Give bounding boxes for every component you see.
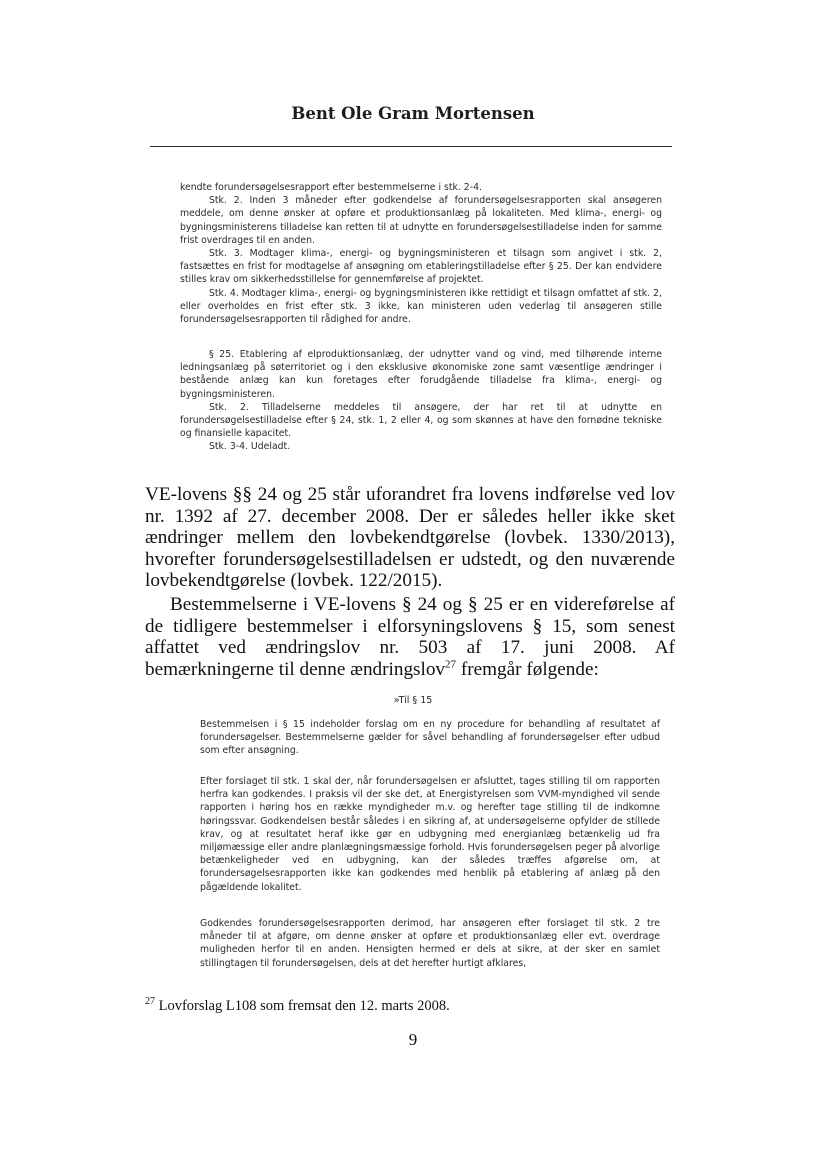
citation-paragraph-1 <box>200 718 660 758</box>
quote-line: kendte forundersøgelsesrapport efter bestemmelserne i stk. 2-4. <box>180 182 482 193</box>
footnote-number: 27 <box>145 996 155 1008</box>
quote-paragraph-25-stk3-4: Stk. 3-4. Udeladt. <box>209 441 291 453</box>
citation-text: Godkendes forundersøgelsesrapporten derimod, har ansøgeren efter forslaget til stk. 2 tre måneder til at afgøre, om denne ønsker at opføre et produktionsanlæg eller evt. overdrage muligheden herfor til en anden. Hensigten hermed er dels at sikre, at der sker en samlet stillingtagen til forundersøgelsen, dels at det herefter hurtigt afklares, <box>200 918 660 969</box>
quote-paragraph-25-stk2: Stk. 2. Tilladelserne meddeles til ansøgere, der har ret til at udnytte en forundersøgelsestilladelse efter § 24, stk. 1, 2 eller 4, og som skønnes at have den fornødne tekniske og finansielle kapacitet. <box>180 401 662 440</box>
quote-paragraph-stk2: Stk. 2. Inden 3 måneder efter godkendelse af forundersøgelsesrapporten skal ansøgeren meddele, om denne ønsker at opføre et produktionsanlæg på lokaliteten. Med klima-, energi- og bygningsministerens tilladelse kan retten til at udnytte en forundersøgelsestilladelse inden for samme frist overdrages til en anden. <box>180 195 662 246</box>
running-header: Bent Ole Gram Mortensen <box>291 104 535 123</box>
quote-paragraph-stk4: Stk. 4. Modtager klima-, energi- og bygningsministeren ikke rettidigt et tilsagn omfattet af stk. 2, eller overholdes en frist efter stk. 3 ikke, kan ministeren uden vederlag til ansøgeren stille forundersøgelsesrapporten til rådighed for andre. <box>180 287 662 326</box>
footnote <box>145 998 450 1015</box>
citation-paragraph-2 <box>200 775 660 894</box>
quote-paragraph-stk3: Stk. 3. Modtager klima-, energi- og bygningsministeren et tilsagn som angivet i stk. 2, fastsættes en frist for modtagelse af ansøgning om etableringstilladelse efter § 25. Der kan endvidere stilles krav om sikkerhedsstillelse for gennemførelse af projektet. <box>180 248 662 286</box>
quote-paragraph-25: § 25. Etablering af elproduktionsanlæg, der udnytter vand og vind, med tilhørende interne ledningsanlæg på søterritoriet og i den eksklusive økonomiske zone samt væsentlige ændringer i bestående anlæg kan kun foretages efter forudgående tilladelse fra klima-, energi- og bygningsministeren. <box>180 349 662 400</box>
page-number: 9 <box>408 1030 418 1049</box>
body-text <box>145 594 675 680</box>
citation-text: Bestemmelsen i § 15 indeholder forslag om en ny procedure for behandling af resultatet af forundersøgelser. Bestemmelserne gælder for såvel behandling af forundersøgelser efter udbud som efter ansøgning. <box>200 719 660 757</box>
quote-block-ve-lov-25 <box>180 348 662 454</box>
body-paragraph-1 <box>145 484 675 592</box>
body-paragraph-2 <box>145 594 675 680</box>
citation-text: Efter forslaget til stk. 1 skal der, når forundersøgelsen er afsluttet, tages stilling til om rapporten herfra kan godkendes. I praksis vil der ske det, at Energistyrelsen som VVM-myndighed vil sende rapporten i høring hos en række myndigheder m.v. og herefter tage stilling til de indkomne høringssvar. Godkendelsen består således i en sikring af, at undersøgelserne opfylder de stillede krav, og at resultatet heraf ikke gør en udbygning med energianlæg betænkelig ud fra miljømæssige eller andre planlægningsmæssige forhold. Hvis forundersøgelsen peger på alvorlige betænkeligheder ved en udbygning, kan der således træffes afgørelse om, at forundersøgelsesrapporten ikke kan godkendes med henblik på etablering af anlæg på den pågældende lokalitet. <box>200 776 660 893</box>
footnote-reference[interactable]: 27 <box>445 658 457 671</box>
body-text-main: Bestemmelserne i VE-lovens § 24 og § 25 er en videreførelse af de tidligere bestemmelser i elforsyningslovens § 15, som senest affattet ved ændringslov nr. 503 af 17. juni 2008. Af bemærkningerne til denne ændringslov <box>145 594 675 680</box>
header-rule <box>150 146 672 147</box>
body-text-end: fremgår følgende: <box>456 658 599 680</box>
quote-block-ve-lov-24 <box>180 181 662 326</box>
citation-paragraph-3 <box>200 917 660 970</box>
footnote-text: Lovforslag L108 som fremsat den 12. marts 2008. <box>158 998 450 1014</box>
body-text: VE-lovens §§ 24 og 25 står uforandret fra lovens indførelse ved lov nr. 1392 af 27. december 2008. Der er således heller ikke sket ændringer mellem den lovbekendtgørelse (lovbek. 1330/2013), hvorefter forundersøgelsestilladelsen er udstedt, og den nuværende lovbekendtgørelse (lovbek. 122/2015). <box>145 484 675 592</box>
citation-heading: »Til § 15 <box>393 695 433 706</box>
